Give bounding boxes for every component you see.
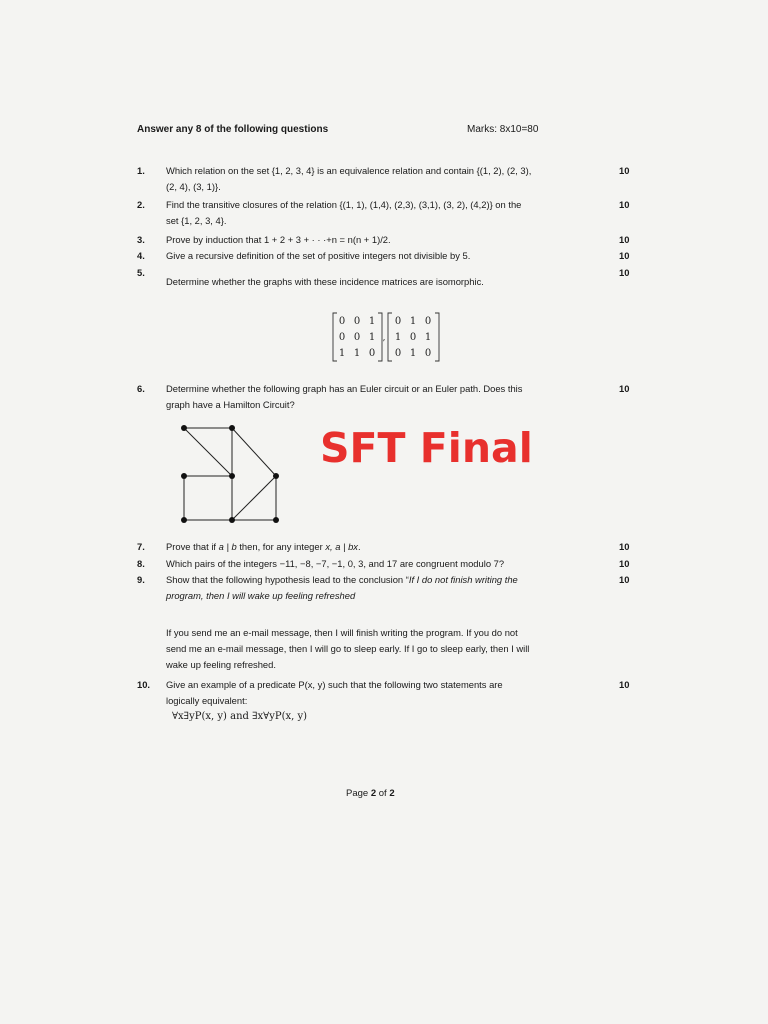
graph-figure — [176, 420, 286, 528]
question-mark: 10 — [619, 679, 630, 690]
matrix-entry: 1 — [368, 332, 376, 343]
question-number: 5. — [137, 267, 145, 278]
matrix-entry: 0 — [368, 348, 376, 359]
matrix-entry: 1 — [338, 348, 346, 359]
question-number: 2. — [137, 199, 145, 210]
logic-statement: ∀x∃yP(x, y) and ∃x∀yP(x, y) — [172, 711, 308, 722]
right-bracket-close — [435, 313, 439, 361]
total-marks: Marks: 8x10=80 — [467, 124, 539, 135]
left-bracket-close — [378, 313, 382, 361]
question-number: 9. — [137, 574, 145, 585]
question-text: Give a recursive definition of the set of positive integers not divisible by 5. — [166, 250, 471, 261]
matrix-entry: 0 — [338, 332, 346, 343]
question-number: 3. — [137, 234, 145, 245]
graph-vertex — [229, 473, 235, 479]
question-text: Prove by induction that 1 + 2 + 3 + · · ·+n = n(n + 1)/2. — [166, 234, 391, 245]
matrix-entry: 0 — [353, 332, 361, 343]
matrix-entry: 1 — [409, 348, 417, 359]
question-mark: 10 — [619, 199, 630, 210]
question-number: 1. — [137, 165, 145, 176]
matrix-figure — [332, 311, 444, 363]
question-text: Which relation on the set {1, 2, 3, 4} is an equivalence relation and contain {(1, 2), (2, 3), (2, 4), (3, 1)}. — [166, 165, 532, 192]
watermark-stamp: SFT Final — [320, 424, 533, 472]
question-mark: 10 — [619, 234, 630, 245]
right-bracket-open — [388, 313, 392, 361]
page-footer: Page 2 of 2 — [346, 788, 395, 799]
graph-vertex — [273, 517, 279, 523]
question-text: Determine whether the following graph has an Euler circuit or an Euler path. Does this graph have a Hamilton Circuit? — [166, 383, 523, 410]
question-number: 10. — [137, 679, 151, 690]
question-mark: 10 — [619, 267, 630, 278]
instructions: Answer any 8 of the following questions — [137, 124, 329, 135]
matrix-entry: 0 — [424, 316, 432, 327]
matrix-entry: 1 — [394, 332, 402, 343]
matrix-entry: 0 — [353, 316, 361, 327]
question-text: Determine whether the graphs with these incidence matrices are isomorphic. — [166, 276, 484, 287]
matrix-entry: 1 — [368, 316, 376, 327]
matrix-entry: 0 — [394, 348, 402, 359]
question-number: 6. — [137, 383, 145, 394]
question-mark: 10 — [619, 558, 630, 569]
matrix-entry: 0 — [394, 316, 402, 327]
question-text: Give an example of a predicate P(x, y) such that the following two statements are logically equivalent: — [166, 679, 503, 706]
left-bracket-open — [333, 313, 337, 361]
matrix-entry: 0 — [338, 316, 346, 327]
graph-vertex — [273, 473, 279, 479]
matrix-entry: 0 — [409, 332, 417, 343]
question-text: Find the transitive closures of the relation {(1, 1), (1,4), (2,3), (3,1), (3, 2), (4,2)} on the set {1, 2, 3, 4}. — [166, 199, 522, 226]
question-number: 8. — [137, 558, 145, 569]
matrix-entry: 1 — [409, 316, 417, 327]
graph-vertex — [181, 473, 187, 479]
question-mark: 10 — [619, 250, 630, 261]
question-text: Which pairs of the integers −11, −8, −7, −1, 0, 3, and 17 are congruent modulo 7? — [166, 558, 505, 569]
question-mark: 10 — [619, 383, 630, 394]
matrix-entry: 1 — [424, 332, 432, 343]
question-mark: 10 — [619, 541, 630, 552]
graph-vertex — [229, 517, 235, 523]
question-number: 4. — [137, 250, 145, 261]
svg-text:,: , — [382, 333, 386, 343]
question-text: Prove that if a | b then, for any integer x, a | bx. — [166, 541, 361, 552]
question-text: Show that the following hypothesis lead to the conclusion “If I do not finish writing the program, then I will wake up feeling refreshed — [166, 574, 518, 601]
incidence-matrices — [332, 311, 444, 368]
question-number: 7. — [137, 541, 145, 552]
graph-vertex — [181, 425, 187, 431]
matrix-entry: 1 — [353, 348, 361, 359]
question-mark: 10 — [619, 165, 630, 176]
q9-hypotheses: If you send me an e-mail message, then I will finish writing the program. If you do not send me an e-mail message, then I will go to sleep early. If I go to sleep early, then I will wake up feeling refreshed. — [166, 627, 530, 670]
graph-vertex — [229, 425, 235, 431]
graph-vertex — [181, 517, 187, 523]
matrix-entry: 0 — [424, 348, 432, 359]
question-mark: 10 — [619, 574, 630, 585]
